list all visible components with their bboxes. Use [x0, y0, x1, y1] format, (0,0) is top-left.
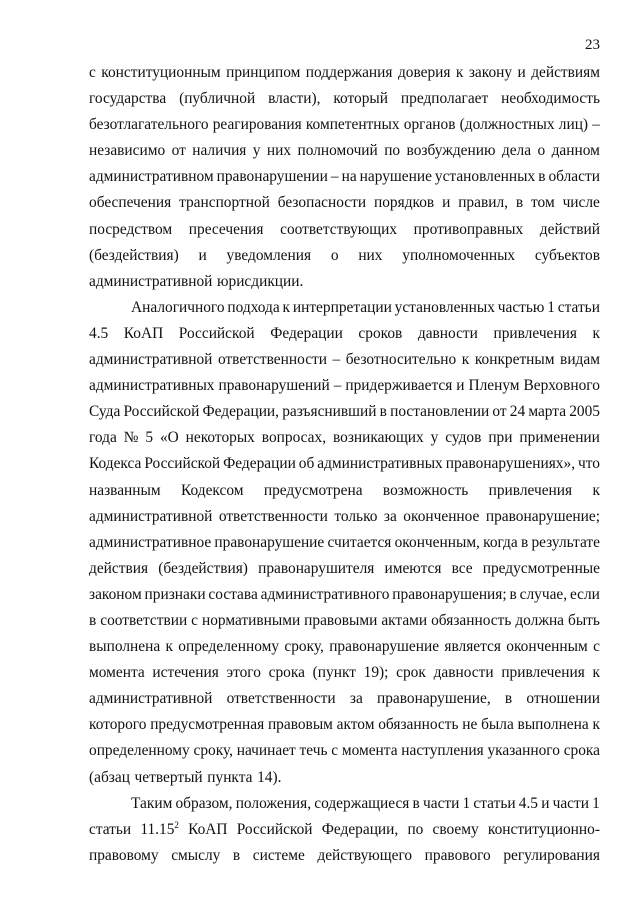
- word: при: [488, 429, 513, 447]
- word: когда: [483, 533, 518, 551]
- word: о: [330, 246, 339, 264]
- word: противоправных: [413, 220, 524, 238]
- word: Кодексом: [181, 481, 244, 499]
- word: по: [407, 820, 424, 838]
- word: 5: [145, 429, 154, 447]
- word: привлечения: [493, 324, 577, 342]
- word: действующего: [317, 846, 413, 864]
- word: видам: [560, 351, 600, 369]
- word: сроков: [358, 324, 403, 342]
- word: срока: [563, 742, 600, 760]
- text-line: [89, 451, 600, 477]
- word: момента: [89, 664, 145, 682]
- word: установленных: [394, 298, 495, 316]
- word: Аналогичного: [131, 298, 225, 316]
- word: доверия: [397, 64, 451, 81]
- word: оконченным: [506, 638, 588, 656]
- text-line: [89, 817, 600, 843]
- word: (публичной: [179, 90, 256, 108]
- word: возможность: [382, 481, 469, 499]
- word: и: [442, 194, 451, 212]
- word: к: [592, 664, 600, 682]
- text-line: [89, 243, 600, 269]
- word: обязанность: [378, 716, 459, 734]
- text-line: [89, 112, 600, 138]
- word: постановлении: [390, 403, 490, 421]
- word: пункта: [207, 768, 253, 786]
- word: 1: [592, 794, 600, 812]
- word: реагирования: [212, 116, 302, 134]
- word: полномочий: [297, 142, 378, 160]
- word: безотлагательного: [89, 116, 209, 134]
- word: определенному: [178, 638, 280, 656]
- word: уполномоченных: [402, 246, 516, 264]
- word: административной: [89, 351, 213, 369]
- word: регулирования: [503, 846, 600, 864]
- word: данном: [551, 142, 600, 160]
- text-line: [89, 425, 600, 451]
- word: принципом: [226, 64, 301, 81]
- word: у: [252, 142, 261, 160]
- word: действий: [539, 220, 600, 238]
- word: давности: [433, 664, 494, 682]
- word: своему: [432, 820, 479, 838]
- word: образом,: [175, 794, 233, 812]
- word: лиц): [558, 116, 589, 134]
- word: соответствующих: [280, 220, 398, 238]
- word: смыслу: [171, 846, 221, 864]
- word: №: [123, 429, 139, 447]
- word: Федерации,: [321, 820, 399, 838]
- text-line: [89, 504, 600, 530]
- word: все: [451, 559, 473, 577]
- word: начинает: [236, 742, 296, 760]
- word: подхода: [227, 298, 280, 316]
- word: наступления: [401, 742, 484, 760]
- word: КоАП: [188, 820, 228, 838]
- word: 19);: [363, 664, 389, 682]
- word: безотносительно: [345, 351, 457, 369]
- word: поддержания: [305, 64, 393, 81]
- word: конкретным: [474, 351, 555, 369]
- word: административной: [89, 690, 213, 708]
- word: действия: [89, 559, 149, 577]
- word: отношении: [526, 690, 600, 708]
- word: привлечения: [501, 664, 585, 682]
- word: правонарушение: [214, 533, 325, 551]
- word: быть: [567, 611, 600, 629]
- word: –: [333, 377, 342, 395]
- word: вопросах,: [261, 429, 327, 447]
- word: Российской: [178, 324, 255, 342]
- word: была: [481, 716, 514, 734]
- word: –: [592, 116, 600, 134]
- word: уведомления: [226, 246, 312, 264]
- word: привлечения: [488, 481, 573, 499]
- text-line: [89, 660, 600, 686]
- word: правонарушения;: [392, 585, 507, 603]
- word: правонарушениях»,: [445, 455, 576, 473]
- word: –: [332, 351, 341, 369]
- text-line: [89, 138, 600, 164]
- text-line: [89, 295, 600, 321]
- word: (пункт: [312, 664, 356, 682]
- word: (должностных: [459, 116, 555, 134]
- word: административной: [89, 507, 213, 525]
- word: в: [520, 533, 529, 551]
- word: –: [330, 168, 339, 186]
- word: 24: [509, 403, 526, 421]
- word: власти),: [268, 90, 321, 108]
- word: в: [509, 585, 517, 603]
- text-line: [89, 738, 600, 764]
- word: признаки: [144, 585, 206, 603]
- word: некоторых: [185, 429, 255, 447]
- word: за: [349, 690, 363, 708]
- word: придерживается: [345, 377, 453, 395]
- paragraph: [89, 295, 600, 791]
- word: юрисдикции.: [217, 272, 304, 290]
- text-line: [89, 686, 600, 712]
- text-line: [89, 530, 600, 556]
- text-line: [89, 321, 600, 347]
- word: установленных: [434, 168, 536, 186]
- word: с: [331, 742, 339, 760]
- word: обеспечения: [89, 194, 172, 212]
- word: ответственности: [217, 351, 327, 369]
- word: этого: [226, 664, 261, 682]
- footnote-mark: 2: [174, 819, 179, 830]
- word: ответственности: [218, 507, 328, 525]
- text-line: [89, 478, 600, 504]
- word: Российской: [144, 455, 221, 473]
- text-line: [89, 791, 600, 817]
- word: положения,: [235, 794, 312, 812]
- word: нарушение: [359, 168, 432, 186]
- word: актами: [381, 611, 428, 629]
- word: результате: [531, 533, 600, 551]
- word: необходимость: [501, 90, 600, 108]
- word: к: [592, 716, 600, 734]
- word: Российской: [236, 820, 313, 838]
- word: в: [538, 168, 546, 186]
- word: 1: [547, 298, 555, 316]
- paragraph: [89, 60, 600, 295]
- word: государства: [89, 90, 167, 108]
- word: системе: [252, 846, 305, 864]
- word: которого: [89, 716, 147, 734]
- word: безопасности: [277, 194, 367, 212]
- word: дела: [501, 142, 532, 160]
- word: 11.15$^2$: [140, 819, 179, 838]
- word: срок: [396, 664, 426, 682]
- word: предусмотренные: [482, 559, 600, 577]
- paragraph: [89, 791, 600, 869]
- word: наличия: [192, 142, 247, 160]
- word: должна: [515, 611, 565, 629]
- word: интерпретации: [292, 298, 392, 316]
- word: определенному: [89, 742, 190, 760]
- word: указанного: [487, 742, 560, 760]
- word: в: [232, 846, 241, 864]
- word: Кодекса: [89, 455, 142, 473]
- word: предусмотренная: [150, 716, 265, 734]
- word: к: [282, 298, 291, 316]
- word: 4.5: [518, 794, 539, 812]
- word: действиям: [531, 64, 600, 81]
- word: в: [515, 194, 524, 212]
- word: в: [412, 794, 420, 812]
- word: транспортной: [179, 194, 270, 212]
- text-line: [89, 712, 600, 738]
- word: течь: [299, 742, 328, 760]
- text-line: [89, 634, 600, 660]
- word: органов: [403, 116, 456, 134]
- text-line: [89, 190, 600, 216]
- word: выполнена: [89, 638, 161, 656]
- word: правил,: [458, 194, 508, 212]
- word: с: [191, 611, 198, 629]
- word: и: [541, 794, 550, 812]
- word: истечения: [152, 664, 219, 682]
- word: Федерации: [270, 324, 343, 342]
- word: порядков: [373, 194, 435, 212]
- text-line: [89, 399, 600, 425]
- word: считается: [327, 533, 392, 551]
- word: судов: [445, 429, 482, 447]
- word: компетентных: [305, 116, 400, 134]
- word: к: [455, 64, 464, 81]
- word: оконченным,: [394, 533, 480, 551]
- word: соответствии: [100, 611, 188, 629]
- word: содержащиеся: [314, 794, 410, 812]
- word: по: [384, 142, 401, 160]
- word: случае,: [519, 585, 568, 603]
- word: посредством: [89, 220, 173, 238]
- word: статьи: [473, 794, 516, 812]
- word: нормативными: [201, 611, 301, 629]
- word: в: [504, 690, 513, 708]
- word: возникающих: [332, 429, 424, 447]
- word: выполнена: [517, 716, 589, 734]
- word: административных: [317, 455, 443, 473]
- word: правовыми: [304, 611, 378, 629]
- word: возбуждению: [406, 142, 496, 160]
- word: правового: [424, 846, 491, 864]
- word: момента: [341, 742, 398, 760]
- word: с: [593, 638, 600, 656]
- word: конституционно-: [487, 820, 600, 838]
- word: (бездействия): [158, 559, 248, 577]
- word: частью: [497, 298, 545, 316]
- word: (бездействия): [89, 246, 179, 264]
- word: у: [430, 429, 439, 447]
- word: названным: [89, 481, 161, 499]
- word: Пленум: [468, 377, 520, 395]
- word: правонарушение: [329, 638, 440, 656]
- word: в: [89, 611, 97, 629]
- document-body: [89, 60, 600, 869]
- word: том: [531, 194, 555, 212]
- word: субъектов: [534, 246, 600, 264]
- word: состава: [208, 585, 258, 603]
- word: правонарушение;: [485, 507, 600, 525]
- word: Верховного: [523, 377, 600, 395]
- text-line: [89, 556, 600, 582]
- word: не: [462, 716, 478, 734]
- word: административном: [89, 168, 214, 186]
- word: части: [552, 794, 589, 812]
- word: от: [492, 403, 507, 421]
- word: марта: [528, 403, 567, 421]
- word: «О: [159, 429, 179, 447]
- word: административной: [89, 272, 213, 290]
- word: (абзац: [89, 768, 130, 786]
- word: Российской: [123, 403, 200, 421]
- text-line: [89, 608, 600, 634]
- word: в: [379, 403, 387, 421]
- word: четвертый: [134, 768, 203, 786]
- word: правонарушение,: [376, 690, 491, 708]
- word: пресечения: [188, 220, 264, 238]
- word: них: [358, 246, 383, 264]
- word: числе: [562, 194, 600, 212]
- word: к: [592, 324, 600, 342]
- word: Федерации: [223, 455, 296, 473]
- word: ответственности: [226, 690, 336, 708]
- word: правонарушений: [218, 377, 330, 395]
- word: правовому: [89, 846, 159, 864]
- word: КоАП: [123, 324, 164, 342]
- word: Суда: [89, 403, 121, 421]
- word: области: [548, 168, 600, 186]
- word: разъяснивший: [282, 403, 377, 421]
- word: Федерации,: [202, 403, 280, 421]
- word: предполагает: [400, 90, 489, 108]
- word: только: [334, 507, 378, 525]
- word: года: [89, 429, 117, 447]
- word: срока: [268, 664, 305, 682]
- word: 1: [462, 794, 471, 812]
- word: к: [592, 481, 600, 499]
- word: который: [333, 90, 389, 108]
- text-line: [89, 60, 600, 86]
- text-line: [89, 86, 600, 112]
- word: части: [423, 794, 460, 812]
- word: актом: [336, 716, 375, 734]
- word: правовым: [267, 716, 333, 734]
- word: и: [456, 377, 465, 395]
- word: 2005: [569, 403, 600, 421]
- word: закону: [468, 64, 513, 81]
- page-number: 23: [585, 37, 600, 53]
- word: правонарушителя: [258, 559, 375, 577]
- word: если: [569, 585, 600, 603]
- word: и: [517, 64, 526, 81]
- word: оконченное: [403, 507, 480, 525]
- text-line: [89, 164, 600, 190]
- word: имеются: [384, 559, 442, 577]
- word: давности: [417, 324, 478, 342]
- word: к: [461, 351, 470, 369]
- text-line: [89, 373, 600, 399]
- word: правонарушении: [216, 168, 328, 186]
- text-line: [89, 765, 600, 791]
- text-line: [89, 582, 600, 608]
- word: и: [198, 246, 207, 264]
- word: об: [298, 455, 315, 473]
- word: обязанность: [431, 611, 512, 629]
- word: применении: [519, 429, 600, 447]
- word: конституционным: [101, 64, 221, 81]
- word: сроку,: [284, 638, 324, 656]
- word: сроку,: [193, 742, 233, 760]
- word: административного: [260, 585, 390, 603]
- word: что: [578, 455, 600, 473]
- text-line: [89, 269, 600, 295]
- word: административных: [89, 377, 215, 395]
- word: с: [89, 64, 96, 81]
- text-line: [89, 217, 600, 243]
- word: независимо: [89, 142, 166, 160]
- text-line: [89, 843, 600, 869]
- word: них: [266, 142, 292, 160]
- word: предусмотрена: [263, 481, 363, 499]
- word: статьи: [89, 820, 132, 838]
- word: Таким: [131, 794, 173, 812]
- text-line: [89, 347, 600, 373]
- word: 4.5: [89, 324, 109, 342]
- word: административное: [89, 533, 212, 551]
- word: является: [444, 638, 501, 656]
- word: о: [537, 142, 546, 160]
- word: от: [171, 142, 186, 160]
- word: 14).: [257, 768, 282, 786]
- word: на: [341, 168, 357, 186]
- word: законом: [89, 585, 142, 603]
- word: за: [383, 507, 397, 525]
- word: статьи: [557, 298, 600, 316]
- word: к: [165, 638, 173, 656]
